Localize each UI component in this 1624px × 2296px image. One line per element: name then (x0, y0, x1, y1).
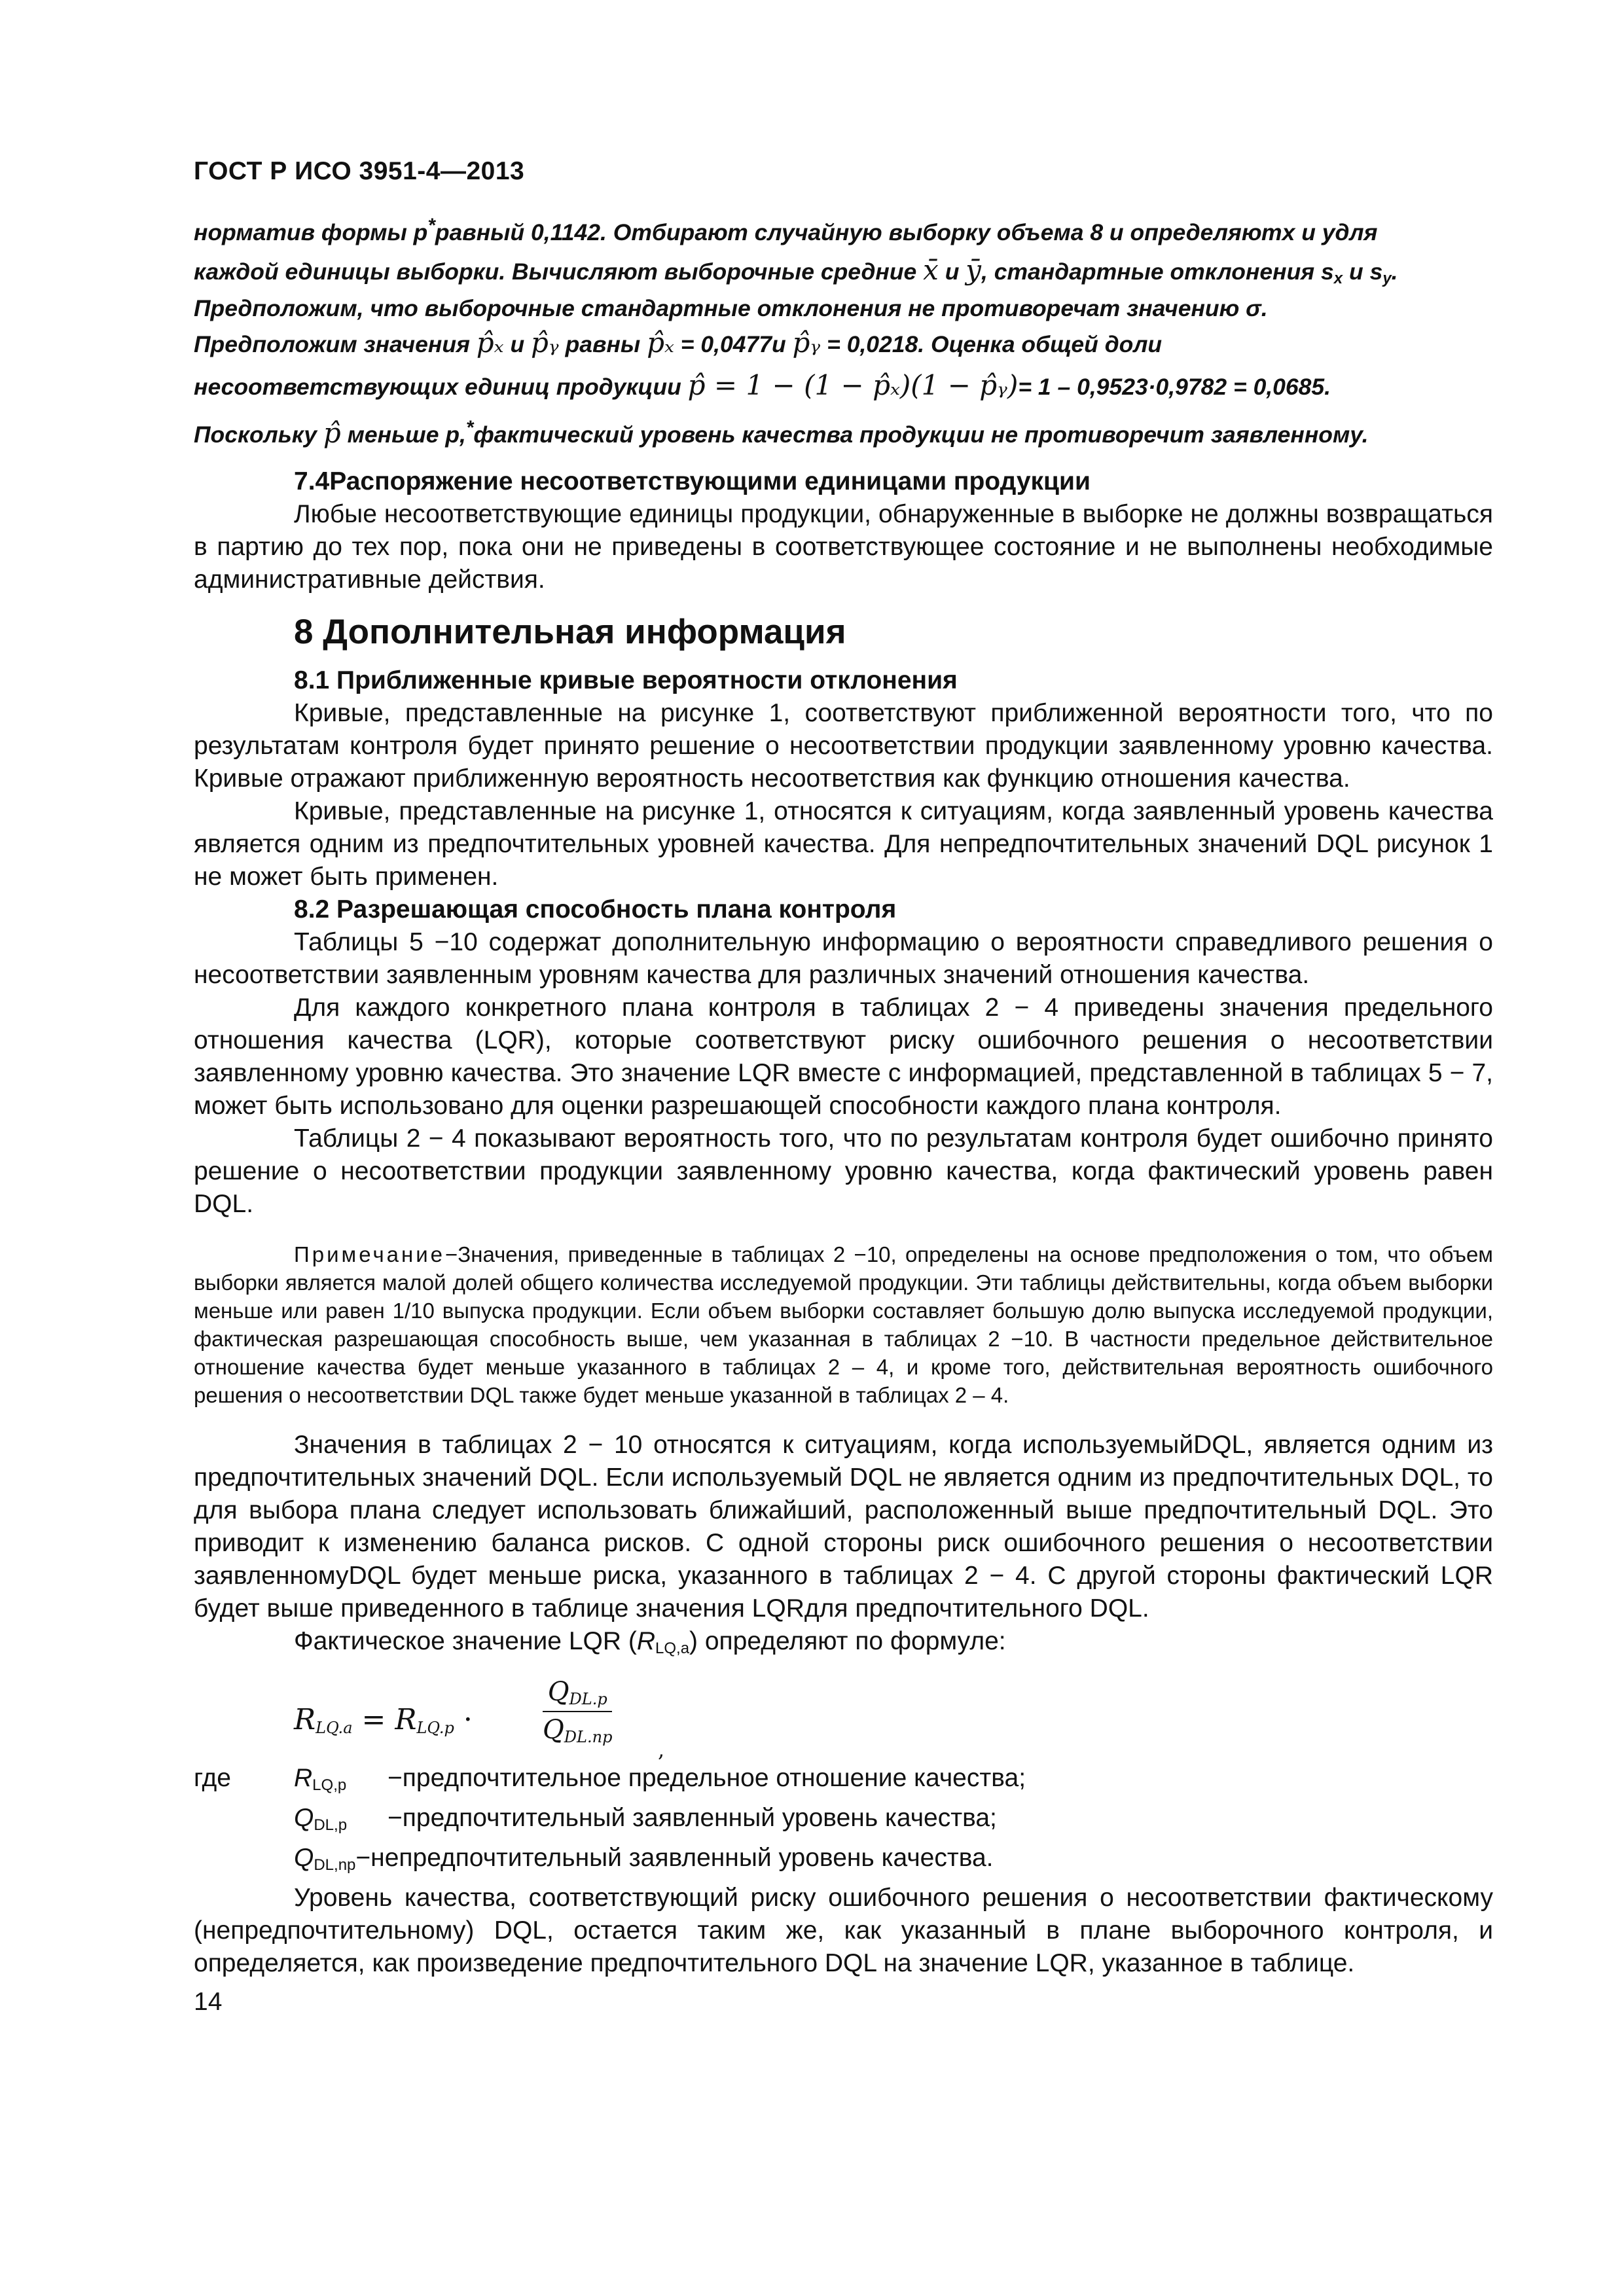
subscript: LQ.p (416, 1718, 454, 1737)
where-label: где (194, 1763, 231, 1792)
section-8-2-paragraph-1: Таблицы 5 −10 содержат дополнительную информацию о вероятности справедливого решения о несоответствии заявленным уровням качества для различных значений отношения качества. (194, 927, 1493, 989)
subscript: LQ,p (312, 1776, 347, 1794)
math-symbol: R (294, 1702, 316, 1736)
example-text: Предположим значения (194, 331, 470, 357)
subscript: DL,np (314, 1856, 356, 1874)
subscript: DL.p (569, 1689, 607, 1708)
definition-symbol (294, 1762, 388, 1802)
example-line-1 (194, 204, 1493, 254)
example-text: и (945, 258, 960, 285)
section-7-4-paragraph: Любые несоответствующие единицы продукции, обнаруженные в выборке не должны возвращаться в партию до тех пор, пока они не приведены в соответствующее состояние и не выполнены необходимые административные действия. (194, 499, 1493, 594)
example-line-6 (194, 406, 1493, 456)
document-header: ГОСТ Р ИСО 3951-4—2013 (194, 157, 525, 185)
formula-fraction (543, 1677, 612, 1746)
formula-lhs (294, 1703, 473, 1737)
math-symbol: p̂ᵧ (531, 326, 559, 359)
paragraph-text: ) определяют по формуле: (689, 1626, 1006, 1655)
spacer (194, 1802, 294, 1842)
example-line-3: Предположим, что выборочные стандартные отклонения не противоречат значению σ. (194, 295, 1268, 321)
math-symbol: Q (543, 1714, 564, 1745)
section-8-2-paragraph-5 (194, 1625, 1493, 1665)
definition-symbol (294, 1802, 388, 1842)
section-8-2-paragraph-3: Таблицы 2 − 4 показывают вероятность того, что по результатам контроля будет ошибочно принято решение о несоответствии продукции заявленному уровню качества, когда фактический уровень равен DQL. (194, 1124, 1493, 1218)
spacer (194, 1842, 294, 1882)
section-8-1-heading: 8.1 Приближенные кривые вероятности отклонения (294, 666, 958, 694)
subscript: LQ,a (655, 1639, 690, 1657)
subscript: DL,p (314, 1816, 348, 1834)
paragraph-text: Фактическое значение LQR ( (294, 1626, 637, 1655)
definition-text: −предпочтительный заявленный уровень качества; (388, 1803, 997, 1832)
example-text: = 1 – 0,9523·0,9782 = 0,0685. (1018, 373, 1331, 400)
example-text: равный 0,1142. Отбирают случайную выборку объема 8 и определяютх и удля (435, 219, 1378, 245)
example-text: и (510, 331, 525, 357)
math-symbol: Q (294, 1803, 314, 1832)
example-text: = 0,0477и (680, 331, 786, 357)
section-8-1-paragraph-1: Кривые, представленные на рисунке 1, соответствуют приближенной вероятности того, что по результатам контроля будет принято решение о несоответствии продукции заявленному уровню качества. Кривые отражают приближенную вероятность несоответствия как функцию отношения качества. (194, 698, 1493, 793)
formula-definitions (194, 1762, 1493, 1882)
fraction-numerator (543, 1677, 612, 1712)
math-symbol: ȳ (965, 253, 982, 286)
example-text: каждой единицы выборки. Вычисляют выборочные средние (194, 258, 917, 285)
example-text: несоответствующих единиц продукции (194, 373, 681, 400)
definition-symbol (294, 1842, 355, 1882)
section-8-2-paragraph-4: Значения в таблицах 2 − 10 относятся к ситуациям, когда используемыйDQL, является одним из предпочтительных значений DQL. Если используемый DQL не является одним из предпочтительных DQL, то для выбора плана следует использовать ближайший, расположенный выше предпочтительный DQL. Это приводит к изменению баланса рисков. С одной стороны риск ошибочного решения о несоответствии заявленномуDQL будет меньше риска, указанного в таблицах 2 − 4. С другой стороны фактический LQR будет выше приведенного в таблице значения LQRдля предпочтительного DQL. (194, 1430, 1493, 1623)
math-symbol: p̂ₓ (647, 326, 674, 359)
superscript: * (465, 416, 474, 439)
note-label: Примечание (294, 1242, 446, 1266)
definition-row (194, 1762, 1493, 1802)
section-7-4-heading: 7.4Распоряжение несоответствующими единицами продукции (294, 467, 1091, 495)
example-text: , стандартные отклонения s (981, 258, 1334, 285)
subscript: DL.np (564, 1727, 613, 1746)
example-text: норматив формы p (194, 219, 428, 245)
math-symbol: R (636, 1626, 656, 1655)
section-8-1-paragraph-2: Кривые, представленные на рисунке 1, относятся к ситуациям, когда заявленный уровень качества является одним из предпочтительных уровней качества. Для непредпочтительных значений DQL рисунок 1 не может быть применен. (194, 797, 1493, 891)
example-text: = 0,0218. Оценка общей доли (827, 331, 1163, 357)
equals-sign: = (352, 1702, 395, 1736)
example-text: равны (565, 331, 641, 357)
section-8-2-heading: 8.2 Разрешающая способность плана контроля (294, 895, 897, 924)
example-text: фактический уровень качества продукции не противоречит заявленному. (473, 421, 1369, 448)
note-text: −Значения, приведенные в таблицах 2 −10, определены на основе предположения о том, что объем выборки является малой долей общего количества исследуемой продукции. Эти таблицы действительны, когда объем выборки меньше или равен 1/10 выпуска продукции. Если объем выборки составляет большую долю выпуска исследуемой продукции, фактическая разрешающая способность выше, чем указанная в таблицах 2 −10. В частности предельное действительное отношение качества будет меньше указанного в таблицах 2 – 4, и кроме того, действительная вероятность ошибочного решения о несоответствии DQL также будет меньше указанной в таблицах 2 – 4. (194, 1242, 1493, 1407)
section-8-heading: 8 Дополнительная информация (294, 612, 846, 651)
superscript: * (427, 215, 435, 236)
subscript: y (1382, 269, 1392, 287)
subscript: LQ.a (316, 1718, 353, 1737)
math-symbol: Q (547, 1676, 569, 1707)
page-number: 14 (194, 1987, 223, 2016)
fraction-denominator (543, 1712, 612, 1746)
definition-text: −предпочтительное предельное отношение качества; (388, 1763, 1026, 1792)
example-line-4 (194, 321, 1493, 366)
example-text: и s (1343, 258, 1383, 285)
example-text: . (1391, 258, 1398, 285)
math-symbol: Q (294, 1843, 314, 1872)
section-8-2-paragraph-2: Для каждого конкретного плана контроля в таблицах 2 − 4 приведены значения предельного отношения качества (LQR), которые соответствуют риску ошибочного решения о несоответствии заявленному уровню качества. Это значение LQR вместе с информацией, представленной в таблицах 5 − 7, может быть использовано для оценки разрешающей способности каждого плана контроля. (194, 993, 1493, 1120)
lqr-formula (294, 1677, 1493, 1762)
math-symbol: R (294, 1763, 313, 1792)
subscript: x (1333, 269, 1343, 287)
math-symbol: R (395, 1702, 417, 1736)
definition-row (194, 1842, 1493, 1882)
math-symbol: p̂ᵧ (792, 326, 821, 359)
math-symbol: x̄ (923, 253, 939, 286)
formula-comma: , (658, 1736, 665, 1762)
definition-row (194, 1802, 1493, 1842)
example-text: меньше p, (347, 421, 466, 448)
note (194, 1240, 1493, 1409)
definition-text: −непредпочтительный заявленный уровень качества. (355, 1843, 994, 1872)
math-formula: p̂ = 1 − (1 − p̂ₓ)(1 − p̂ᵧ) (687, 368, 1019, 401)
math-symbol: p̂ₓ (476, 326, 504, 359)
math-symbol: p̂ (323, 416, 341, 449)
example-text: Поскольку (194, 421, 317, 448)
section-8-2-paragraph-6: Уровень качества, соответствующий риску ошибочного решения о несоответствии фактическому (непредпочтительному) DQL, остается таким же, как указанный в плане выборочного контроля, и определяется, как произведение предпочтительного DQL на значение LQR, указанное в таблице. (194, 1883, 1493, 1977)
example-line-5 (194, 366, 1493, 406)
example-line-2 (194, 254, 1493, 295)
multiply-sign: · (454, 1702, 473, 1736)
